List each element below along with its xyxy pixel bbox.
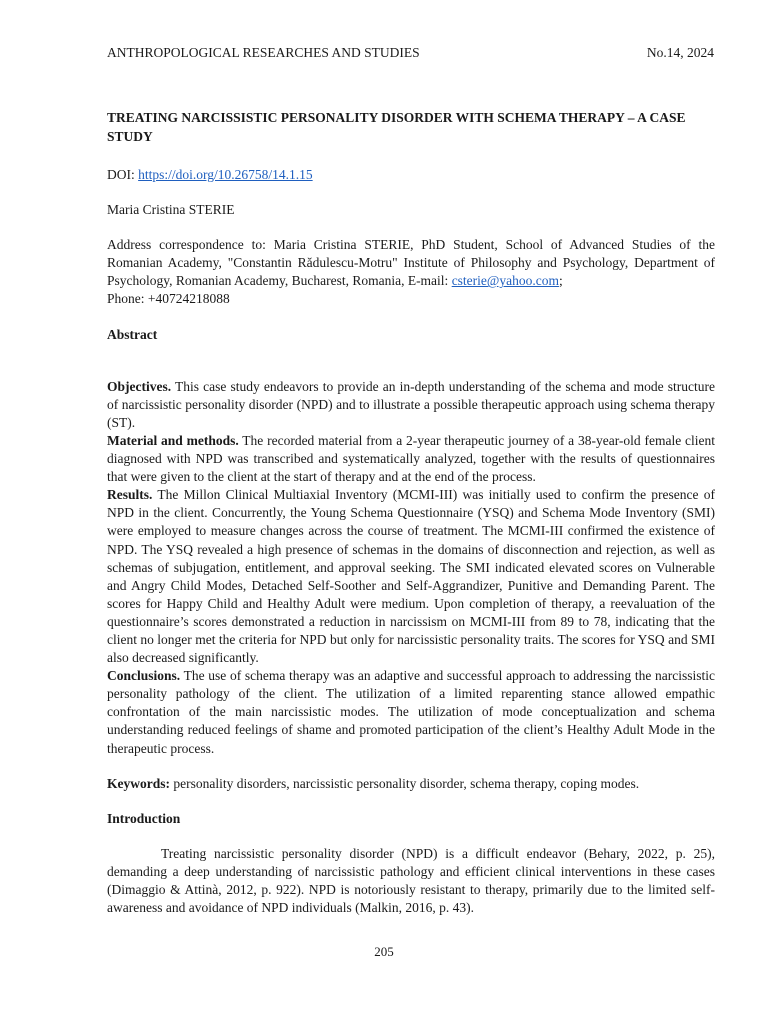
abstract-results bbox=[107, 486, 715, 667]
objectives-label: Objectives. bbox=[107, 378, 172, 394]
correspondence-address bbox=[107, 236, 715, 308]
abstract-methods bbox=[107, 432, 715, 486]
conclusions-text: The use of schema therapy was an adaptive and successful approach to addressing the narcissistic personality pathology of the client. The utilization of a limited reparenting stance allowed empathic confrontation of the main narcissistic modes. The utilization of mode conceptualization and schema understanding reduced feelings of shame and promoted participation of the client’s Healthy Adult Mode in the therapeutic process. bbox=[107, 668, 715, 756]
keywords-text: personality disorders, narcissistic personality disorder, schema therapy, coping modes. bbox=[170, 775, 640, 791]
doi-label: DOI: bbox=[107, 167, 139, 182]
journal-name: ANTHROPOLOGICAL RESEARCHES AND STUDIES bbox=[107, 45, 420, 60]
phone-number: Phone: +40724218088 bbox=[107, 291, 230, 307]
introduction-heading: Introduction bbox=[107, 810, 181, 826]
conclusions-label: Conclusions. bbox=[107, 668, 181, 684]
address-punct: ; bbox=[558, 273, 563, 289]
doi-line bbox=[107, 166, 715, 184]
doi-link[interactable]: https://doi.org/10.26758/14.1.15 bbox=[138, 167, 313, 182]
issue-number: No.14, 2024 bbox=[646, 45, 714, 60]
keywords-line bbox=[107, 775, 715, 793]
abstract-objectives bbox=[107, 378, 715, 432]
methods-text: The recorded material from a 2-year therapeutic journey of a 38-year-old female client diagnosed with NPD was transcribed and systematically analyzed, together with the results of questionnaires that were given to the client at the start of therapy and at the end of the process. bbox=[107, 432, 715, 485]
abstract-conclusions bbox=[107, 667, 715, 757]
results-label: Results. bbox=[107, 487, 153, 503]
article-title: TREATING NARCISSISTIC PERSONALITY DISORDER WITH SCHEMA THERAPY – A CASE STUDY bbox=[107, 110, 686, 144]
author-name: Maria Cristina STERIE bbox=[107, 202, 235, 218]
keywords-label: Keywords: bbox=[107, 775, 170, 791]
introduction-paragraph: Treating narcissistic personality disorder (NPD) is a difficult endeavor (Behary, 2022, p. 25), demanding a deep understanding of narcissistic pathology and efficient clinical interventions in these cases (Dimaggio & Attinà, 2012, p. 922). NPD is notoriously resistant to therapy, primarily due to the limited self-awareness and avoidance of NPD individuals (Malkin, 2016, p. 43). bbox=[107, 845, 715, 916]
email-link[interactable]: csterie@yahoo.com bbox=[451, 273, 559, 289]
methods-label: Material and methods. bbox=[107, 432, 239, 448]
results-text: The Millon Clinical Multiaxial Inventory (MCMI-III) was initially used to confirm the presence of NPD in the client. Concurrently, the Young Schema Questionnaire (YSQ) and Schema Mode Inventory (SMI) were employed to measure changes across the course of treatment. The MCMI-III confirmed the existence of NPD. The YSQ revealed a high presence of schemas in the domains of disconnection and rejection, as well as schemas of subjugation, entitlement, and approval seeking. The SMI indicated elevated scores on Vulnerable and Angry Child Modes, Detached Self-Soother and Self-Aggrandizer, Punitive and Demanding Parent. The scores for Happy Child and Healthy Adult were medium. Upon completion of therapy, a reevaluation of the questionnaire’s scores demonstrated a reduction in narcissism on MCMI-III from 89 to 78, indicating that the client no longer met the criteria for NPD but only for narcissistic personality traits. The scores for YSQ and SMI also decreased significantly. bbox=[107, 487, 715, 666]
running-header bbox=[107, 45, 714, 61]
abstract-heading: Abstract bbox=[107, 326, 158, 342]
objectives-text: This case study endeavors to provide an in-depth understanding of the schema and mode structure of narcissistic personality disorder (NPD) and to illustrate a possible therapeutic approach using schema therapy (ST). bbox=[107, 378, 715, 430]
address-text: Address correspondence to: Maria Cristina STERIE, PhD Student, School of Advanced Studies of the Romanian Academy, "Constantin Rădulescu-Motru" Institute of Philosophy and Psychology, Department of Psychology, Romanian Academy, Bucharest, Romania, E-mail: bbox=[107, 237, 715, 289]
article-body bbox=[107, 109, 715, 917]
page-number: 205 bbox=[374, 944, 394, 959]
